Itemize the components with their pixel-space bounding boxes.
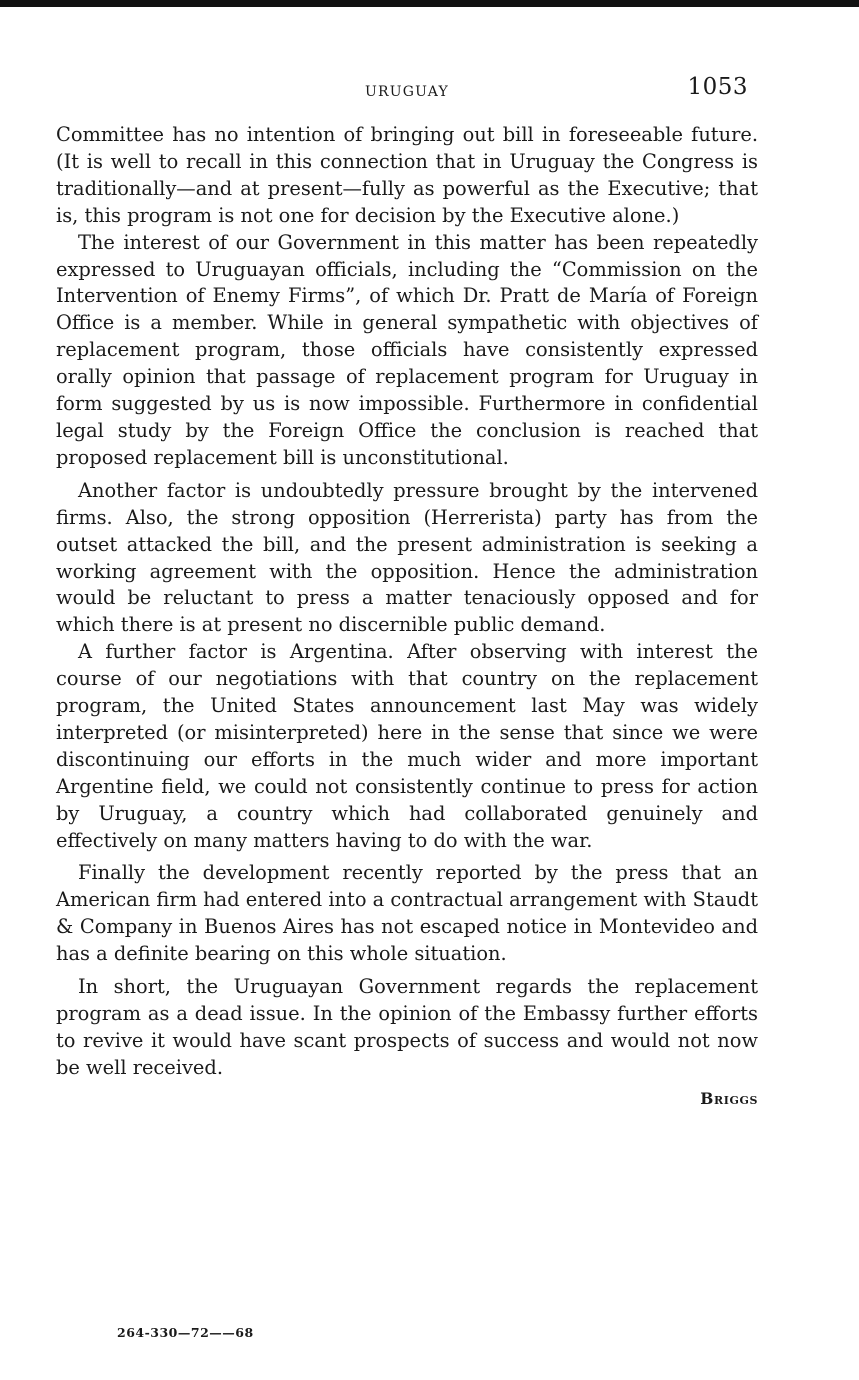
paragraph-continuation: Committee has no intention of bringing out bill in foreseeable future. (It is well to recall in this connection that in Uruguay the Congress is traditionally—and at present—fully as powerful as the Executive; that is, this program is not one for decision by the Executive alone.) — [56, 123, 758, 227]
page-number: 1053 — [687, 74, 748, 100]
print-code-footer: 264-330—72——68 — [117, 1325, 254, 1340]
running-head: URUGUAY — [365, 84, 449, 100]
paragraph-argentina: A further factor is Argentina. After observing with interest the course of our negotiations with that country on the replacement program, the United States announcement last May was widely interpreted (or misinterpreted) here in the sense that since we were discontinuing our efforts in the much wider and more important Argentine field, we could not consistently continue to press for action by Uruguay, a country which had collaborated genuinely and effectively on many matters having to do with the war. — [56, 640, 758, 852]
document-page — [56, 74, 758, 1113]
page-header — [56, 74, 758, 108]
signature: Briggs — [700, 1088, 758, 1108]
body-text — [56, 122, 758, 1113]
paragraph-staudt-company: Finally the development recently reported by the press that an American firm had entered into a contractual arrangement with Staudt & Company in Buenos Aires has not escaped notice in Montevideo and has a definite bearing on this whole situation. — [56, 861, 759, 966]
top-border-rule — [0, 0, 859, 7]
paragraph-conclusion: In short, the Uruguayan Government regards the replacement program as a dead issue. In the opinion of the Embassy further efforts to revive it would have scant prospects of success and would not now be well received. — [56, 975, 758, 1079]
paragraph-government-interest: The interest of our Government in this matter has been repeatedly expressed to Uruguayan officials, including the “Commission on the Intervention of Enemy Firms”, of which Dr. Pratt de María of Foreign Office is a member. While in general sympathetic with objectives of replacement program, those officials have consistently expressed orally opinion that passage of replacement program for Uruguay in form suggested by us is now impossible. Furthermore in confidential legal study by the Foreign Office the conclusion is reached that proposed replacement bill is unconstitutional. — [56, 230, 758, 469]
paragraph-intervened-firms: Another factor is undoubtedly pressure brought by the intervened firms. Also, the strong opposition (Herrerista) party has from the outset attacked the bill, and the present administration is seeking a working agreement with the opposition. Hence the administration would be reluctant to press a matter tenaciously opposed and for which there is at present no discernible public demand. — [56, 478, 758, 637]
